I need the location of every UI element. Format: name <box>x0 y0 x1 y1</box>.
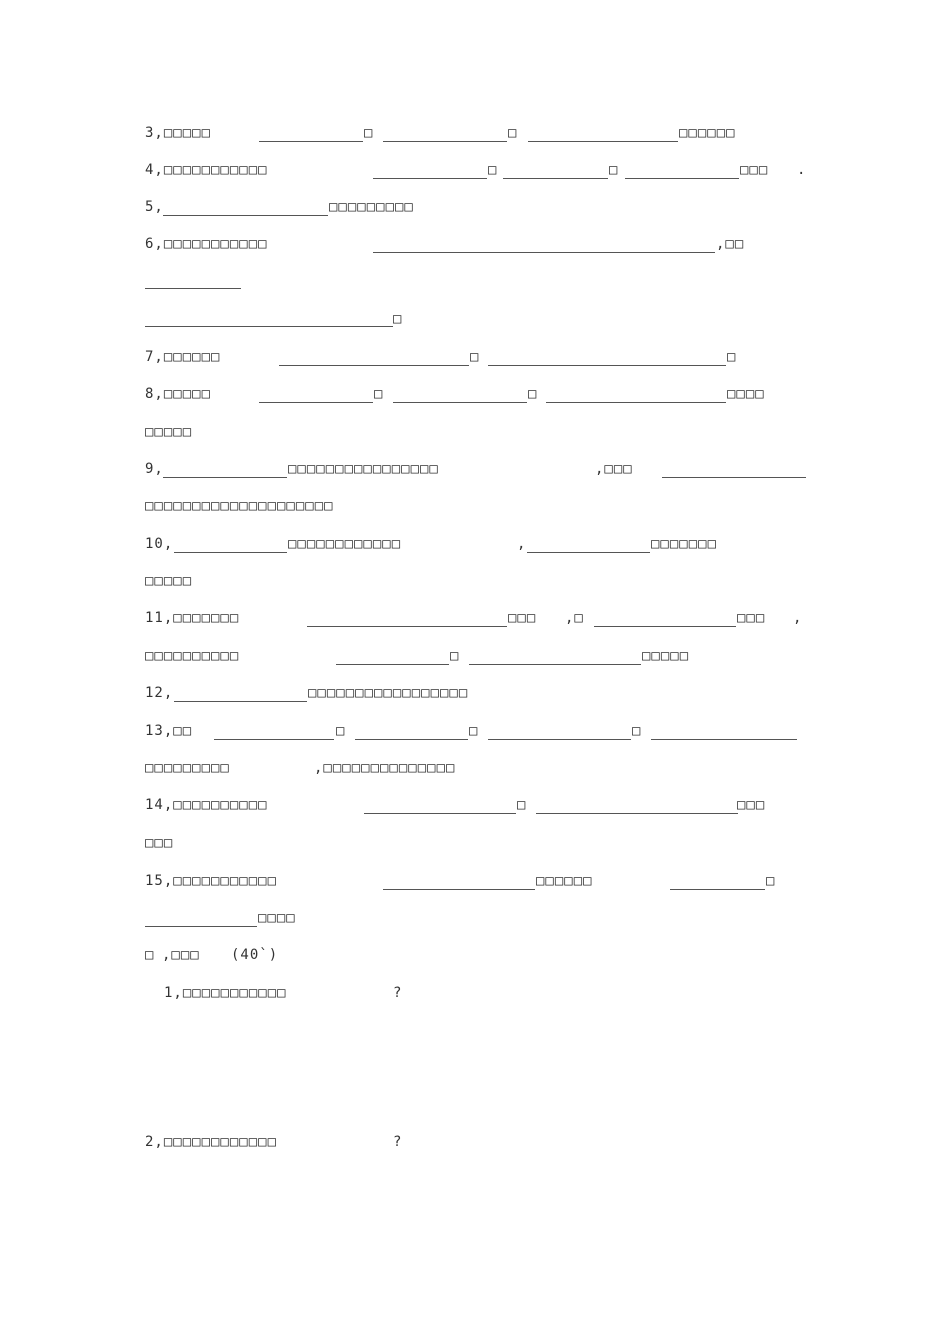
answer-blank[interactable] <box>383 889 535 890</box>
answer-blank[interactable] <box>364 813 516 814</box>
question-13-line2: □□□□□□□□□ <box>145 760 230 776</box>
question-4-text: 4,□□□□□□□□□□□ <box>145 162 268 178</box>
separator: □ <box>517 797 527 813</box>
separator: □ <box>336 723 346 739</box>
answer-blank[interactable] <box>163 477 287 478</box>
answer-blank[interactable] <box>393 402 527 403</box>
question-14-line2: □□□ <box>145 835 174 851</box>
question-11-mid: □□□ <box>508 610 537 626</box>
question-mark: ? <box>393 1134 403 1150</box>
question-mark: ? <box>393 985 403 1001</box>
question-5-number: 5, <box>145 199 164 215</box>
section-label: ,□□□ <box>162 947 200 963</box>
question-6-end: □ <box>393 311 403 327</box>
question-5-suffix: □□□□□□□□□ <box>329 199 414 215</box>
question-11-suffix: □□□ <box>737 610 766 626</box>
question-15-line2: □□□□ <box>258 910 296 926</box>
answer-blank[interactable] <box>651 739 797 740</box>
answer-blank[interactable] <box>383 141 507 142</box>
answer-blank[interactable] <box>174 552 287 553</box>
question-11-text: 11,□□□□□□□ <box>145 610 240 626</box>
separator: □ <box>766 873 776 889</box>
answer-blank[interactable] <box>528 141 678 142</box>
question-10-mid2: , <box>517 536 527 552</box>
separator: □ <box>364 125 374 141</box>
answer-blank[interactable] <box>488 365 726 366</box>
answer-blank[interactable] <box>373 178 487 179</box>
answer-blank[interactable] <box>503 178 608 179</box>
question-7-text: 7,□□□□□□ <box>145 349 221 365</box>
question-4-suffix: □□□ <box>740 162 769 178</box>
answer-blank[interactable] <box>163 215 328 216</box>
question-15-mid: □□□□□□ <box>536 873 593 889</box>
question-10-line2: □□□□□ <box>145 573 193 589</box>
question-3-suffix: □□□□□□ <box>679 125 736 141</box>
question-8-text: 8,□□□□□ <box>145 386 212 402</box>
separator: □ <box>508 125 518 141</box>
question-6-mid: ,□□ <box>716 236 745 252</box>
answer-blank[interactable] <box>625 178 739 179</box>
question-12-number: 12, <box>145 685 174 701</box>
question-10-mid: □□□□□□□□□□□□ <box>288 536 402 552</box>
question-11-line2: □□□□□□□□□□ <box>145 648 240 664</box>
answer-blank[interactable] <box>145 288 241 289</box>
question-15-text: 15,□□□□□□□□□□□ <box>145 873 278 889</box>
answer-blank[interactable] <box>594 626 736 627</box>
question-9-number: 9, <box>145 461 164 477</box>
question-7-end: □ <box>727 349 737 365</box>
comma: , <box>793 610 803 626</box>
answer-blank[interactable] <box>259 141 363 142</box>
question-13-text: 13,□□ <box>145 723 193 739</box>
section-marker: □ <box>145 947 155 963</box>
answer-blank[interactable] <box>307 626 507 627</box>
answer-blank[interactable] <box>259 402 373 403</box>
separator: □ <box>632 723 642 739</box>
short-answer-text: 2,□□□□□□□□□□□□ <box>145 1134 278 1150</box>
answer-blank[interactable] <box>145 326 393 327</box>
question-6-text: 6,□□□□□□□□□□□ <box>145 236 268 252</box>
question-14-suffix: □□□ <box>737 797 766 813</box>
question-14-text: 14,□□□□□□□□□□ <box>145 797 268 813</box>
separator: □ <box>470 349 480 365</box>
separator: □ <box>469 723 479 739</box>
answer-blank[interactable] <box>662 477 806 478</box>
separator: □ <box>374 386 384 402</box>
question-3-text: 3,□□□□□ <box>145 125 212 141</box>
answer-blank[interactable] <box>145 926 257 927</box>
answer-blank[interactable] <box>546 402 726 403</box>
question-10-number: 10, <box>145 536 174 552</box>
question-11-mid2: ,□ <box>565 610 584 626</box>
answer-blank[interactable] <box>279 365 469 366</box>
short-answer-text: 1,□□□□□□□□□□□ <box>164 985 287 1001</box>
answer-blank[interactable] <box>527 552 650 553</box>
question-9-line2: □□□□□□□□□□□□□□□□□□□□ <box>145 498 334 514</box>
answer-blank[interactable] <box>373 252 715 253</box>
period: . <box>797 162 807 178</box>
question-11-suffix2: □□□□□ <box>642 648 690 664</box>
question-13-line2b: ,□□□□□□□□□□□□□□ <box>314 760 456 776</box>
answer-blank[interactable] <box>355 739 468 740</box>
question-12-suffix: □□□□□□□□□□□□□□□□□ <box>308 685 469 701</box>
section-score: (40`) <box>231 947 279 963</box>
answer-blank[interactable] <box>174 701 307 702</box>
answer-blank[interactable] <box>536 813 738 814</box>
question-8-suffix: □□□□ <box>727 386 765 402</box>
question-9-mid2: ,□□□ <box>595 461 633 477</box>
question-8-line2: □□□□□ <box>145 424 193 440</box>
question-9-mid: □□□□□□□□□□□□□□□□ <box>288 461 439 477</box>
separator: □ <box>528 386 538 402</box>
question-10-suffix: □□□□□□□ <box>651 536 718 552</box>
answer-blank[interactable] <box>488 739 631 740</box>
answer-blank[interactable] <box>469 664 641 665</box>
answer-blank[interactable] <box>214 739 334 740</box>
answer-blank[interactable] <box>336 664 449 665</box>
separator: □ <box>488 162 498 178</box>
answer-blank[interactable] <box>670 889 765 890</box>
separator: □ <box>609 162 619 178</box>
separator: □ <box>450 648 460 664</box>
